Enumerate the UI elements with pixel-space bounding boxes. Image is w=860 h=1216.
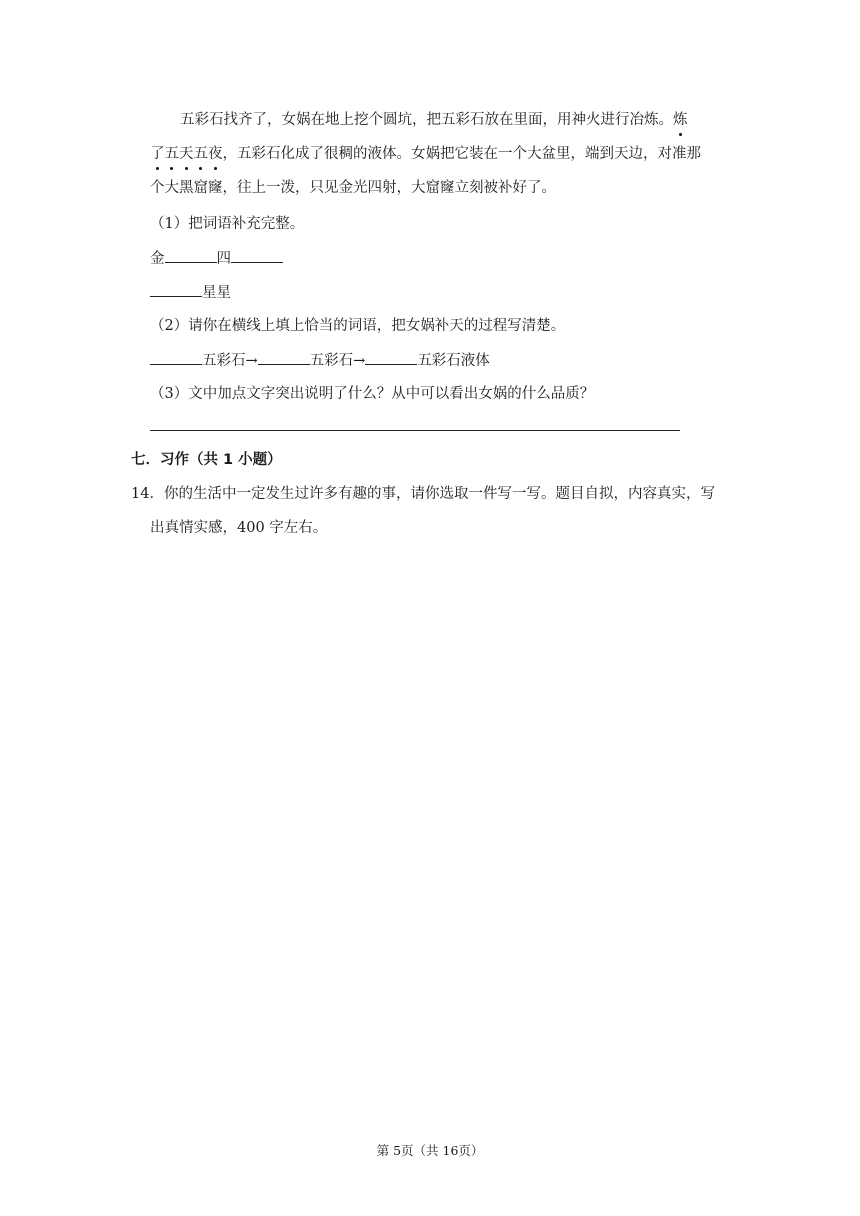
fill-blank[interactable] — [258, 350, 310, 365]
q1-word1-mid: 四 — [216, 251, 231, 267]
q14-line-2: 出真情实感，400 字左右。 — [150, 520, 328, 536]
q2-step2: 五彩石→ — [309, 353, 366, 369]
dotted-char: 五 — [193, 146, 208, 162]
dotted-char: 夜 — [208, 146, 223, 162]
dotted-char: 天 — [179, 146, 194, 162]
fill-blank[interactable] — [150, 282, 202, 297]
q1-prompt: （1）把词语补充完整。 — [150, 216, 305, 232]
passage-text: 个大黑窟窿，往上一泼，只见金光四射，大窟窿立刻被补好了。 — [150, 180, 556, 196]
q3-prompt: （3）文中加点文字突出说明了什么？从中可以看出女娲的什么品质？ — [150, 386, 595, 402]
passage-text: 五彩石找齐了，女娲在地上挖个圆坑，把五彩石放在里面，用神火进行冶炼。 — [180, 112, 673, 128]
passage-line-3 — [150, 178, 556, 198]
fill-blank[interactable] — [231, 248, 283, 263]
fill-blank[interactable] — [165, 248, 217, 263]
dotted-char: 了 — [150, 146, 165, 162]
q1-word-row-1 — [150, 248, 283, 269]
passage-line-2 — [150, 144, 701, 164]
q14-line-1: 14．你的生活中一定发生过许多有趣的事，请你选取一件写一写。题目自拟，内容真实，写 — [131, 486, 715, 502]
fill-blank[interactable] — [365, 350, 417, 365]
answer-line[interactable] — [150, 430, 680, 431]
dotted-char: 炼 — [673, 112, 688, 128]
q1-word-row-2 — [150, 282, 231, 303]
q2-process-row — [150, 350, 490, 371]
q2-step1: 五彩石→ — [202, 353, 258, 369]
q1-word1-lead: 金 — [150, 251, 165, 267]
q2-step3: 五彩石液体 — [417, 353, 490, 369]
passage-text: ，五彩石化成了很稠的液体。女娲把它装在一个大盆里，端到天边，对准那 — [222, 146, 701, 162]
dotted-char: 五 — [164, 146, 179, 162]
fill-blank[interactable] — [150, 350, 202, 365]
q1-word2-tail: 星星 — [202, 285, 231, 301]
section-heading: 七．习作（共 1 小题） — [131, 452, 282, 468]
page-number: 第 5页（共 16页） — [376, 1143, 484, 1158]
dotted-phrase — [165, 146, 223, 162]
passage-line-1 — [180, 110, 688, 130]
q2-prompt: （2）请你在横线上填上恰当的词语，把女娲补天的过程写清楚。 — [150, 318, 566, 334]
